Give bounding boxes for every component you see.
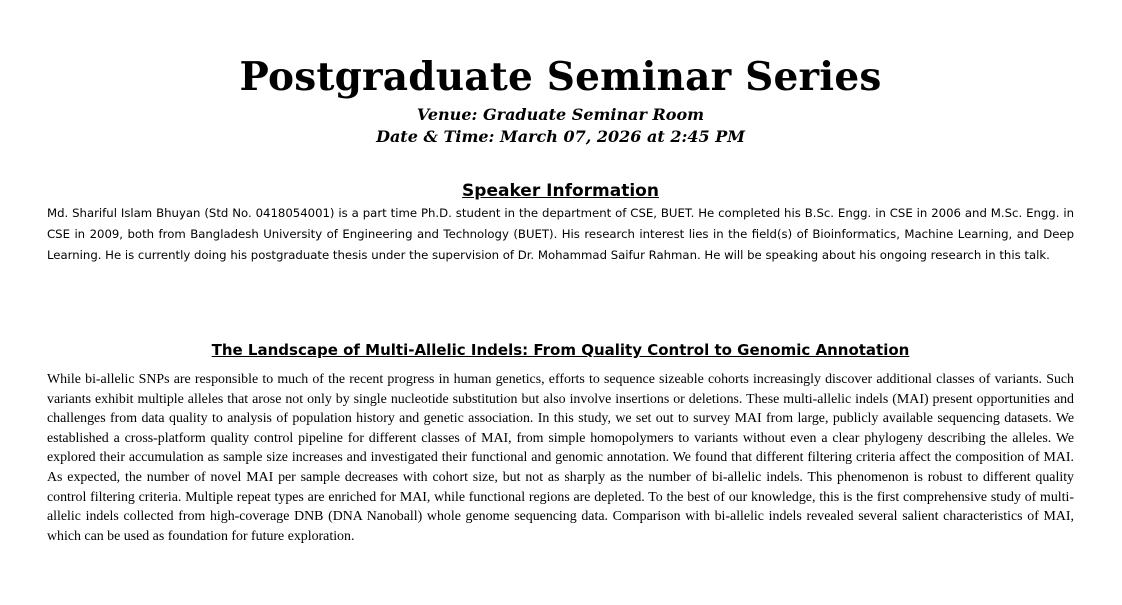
- datetime-line: Date & Time: March 07, 2026 at 2:45 PM: [376, 127, 745, 146]
- page-title: Postgraduate Seminar Series: [239, 54, 882, 100]
- speaker-bio: Md. Shariful Islam Bhuyan (Std No. 0418054001) is a part time Ph.D. student in the department of CSE, BUET. He completed his B.Sc. Engg. in CSE in 2006 and M.Sc. Engg. in CSE in 2009, both from Bangladesh University of Engineering and Technology (BUET). His research interest lies in the field(s) of Bioinformatics, Machine Learning, and Deep Learning. He is currently doing his postgraduate thesis under the supervision of Dr. Mohammad Saifur Rahman. He will be speaking about his ongoing research in this talk.: [47, 206, 1074, 262]
- venue-line: Venue: Graduate Seminar Room: [416, 105, 705, 124]
- speaker-heading: Speaker Information: [462, 181, 659, 201]
- talk-title: The Landscape of Multi-Allelic Indels: From Quality Control to Genomic Annotation: [211, 341, 910, 359]
- talk-abstract: While bi-allelic SNPs are responsible to much of the recent progress in human genetics, efforts to sequence sizeable cohorts increasingly discover additional classes of variants. Such variants exhibit multiple alleles that arose not only by single nucleotide substitution but also involve insertions or deletions. These multi-allelic indels (MAI) present opportunities and challenges from data quality to analysis of population history and genetic association. In this study, we set out to survey MAI from large, publicly available sequencing datasets. We established a cross-platform quality control pipeline for different classes of MAI, from simple homopolymers to variants without even a clear phylogeny describing the alleles. We explored their accumulation as sample size increases and investigated their functional and genomic annotation. We found that different filtering criteria affect the composition of MAI. As expected, the number of novel MAI per sample decreases with cohort size, but not as sharply as the number of bi-allelic indels. This phenomenon is robust to different quality control filtering criteria. Multiple repeat types are enriched for MAI, while functional regions are depleted. To the best of our knowledge, this is the first comprehensive study of multi-allelic indels collected from high-coverage DNB (DNA Nanoball) whole genome sequencing data. Comparison with bi-allelic indels revealed several salient characteristics of MAI, which can be used as foundation for future exploration.: [47, 372, 1074, 544]
